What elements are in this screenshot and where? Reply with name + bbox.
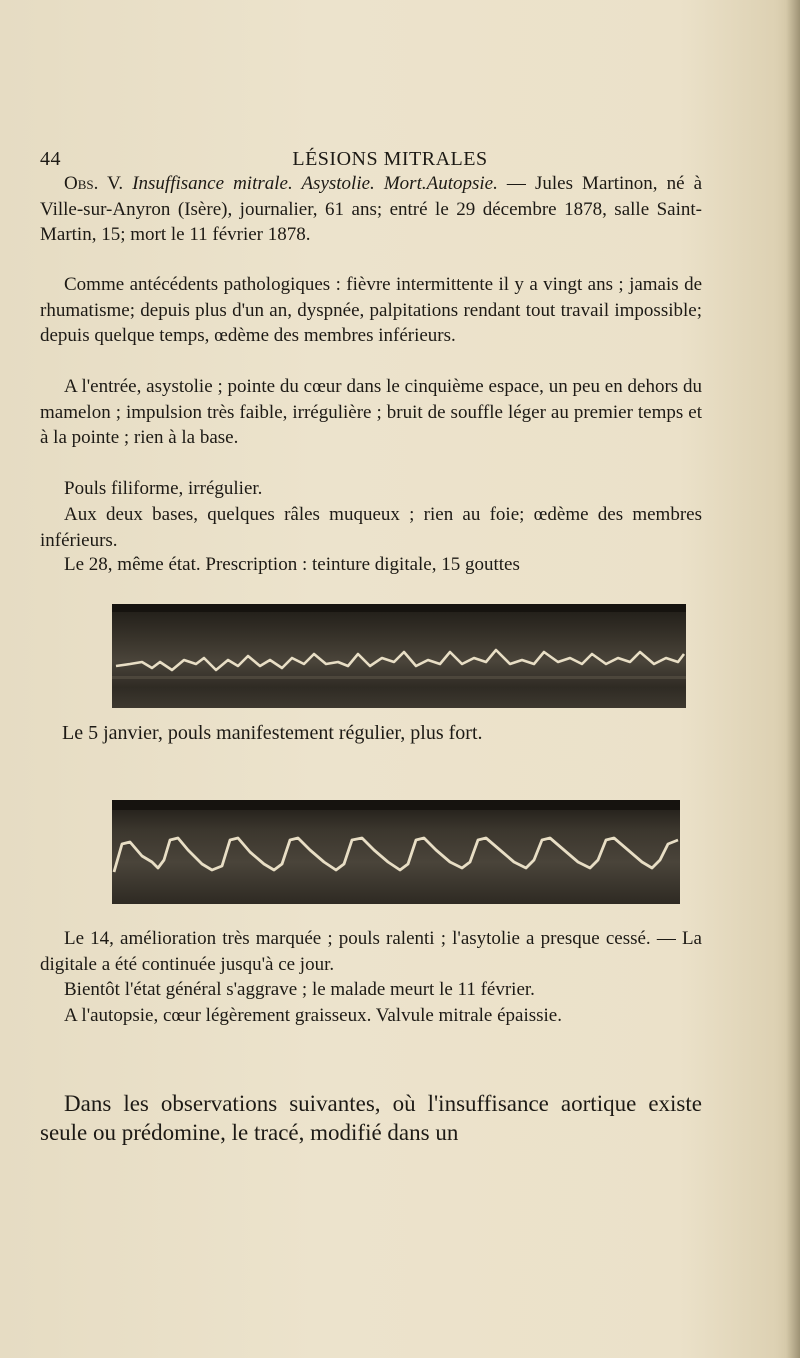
pulse-tracing-irregular — [112, 604, 686, 708]
page-number: 44 — [40, 148, 61, 170]
closing-paragraph: Dans les observations suivantes, où l'insuffisance aortique existe seule ou prédomine, le tracé, modifié dans un — [40, 1091, 702, 1145]
paragraph-entry: A l'entrée, asystolie ; pointe du cœur dans le cinquième espace, un peu en dehors du mamelon ; impulsion très faible, irrégulière ; bruit de souffle léger au premier temps et à la pointe ; rien à la base. — [40, 376, 702, 448]
paragraph-bases: Aux deux bases, quelques râles muqueux ; rien au foie; œdème des membres inférieurs. — [40, 504, 702, 551]
tracing-caption-5-janvier: Le 5 janvier, pouls manifestement régulier, plus fort. — [62, 722, 483, 744]
page-header — [40, 148, 740, 172]
pulse-tracing-regular — [112, 800, 680, 904]
page-edge-shadow — [786, 0, 800, 1358]
running-title: LÉSIONS MITRALES — [292, 148, 488, 170]
observation-heading-paragraph — [40, 171, 702, 248]
paragraph-bientot: Bientôt l'état général s'aggrave ; le malade meurt le 11 février. — [64, 979, 535, 1000]
paragraph-autopsie: A l'autopsie, cœur légèrement graisseux. Valvule mitrale épaissie. — [64, 1005, 562, 1026]
paragraph-prescription: Le 28, même état. Prescription : teinture digitale, 15 gouttes — [64, 554, 520, 575]
paragraph-pouls: Pouls filiforme, irrégulier. — [64, 478, 263, 499]
observation-intro: — Jules Martinon, né à Ville-sur-Anyron (Isère), journalier, 61 ans; entré le 29 décembre 1878, salle Saint-Martin, 15; mort le 11 février 1878. — [40, 173, 703, 245]
observation-label: Obs. V. — [64, 173, 124, 194]
paragraph-le-14: Le 14, amélioration très marquée ; pouls ralenti ; l'asytolie a presque cessé. — La digitale a été continuée jusqu'à ce jour. — [40, 928, 702, 975]
paragraph-antecedents: Comme antécédents pathologiques : fièvre intermittente il y a vingt ans ; jamais de rhumatisme; depuis plus d'un an, dyspnée, palpitations rendant tout travail impossible; depuis quelque temps, œdème des membres inférieurs. — [40, 274, 702, 346]
observation-title: Insuffisance mitrale. Asystolie. Mort.Autopsie. — [132, 173, 498, 194]
